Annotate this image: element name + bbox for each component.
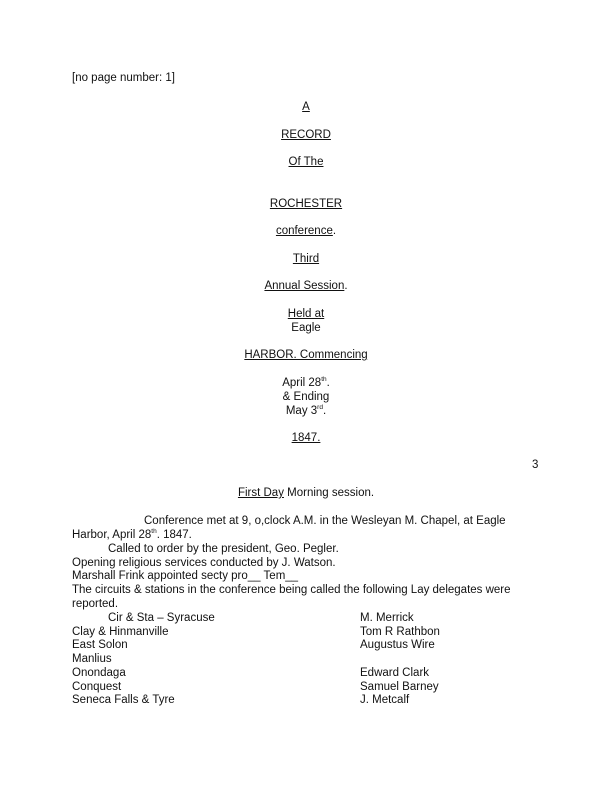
body-line-7: reported.: [72, 598, 119, 610]
title-eagle-text: Eagle: [291, 322, 321, 334]
title-conference-period: .: [332, 225, 337, 237]
delegate-circuit: Manlius: [72, 653, 112, 665]
title-harbor-commencing: [0, 348, 612, 362]
title-third-text: Third: [292, 253, 320, 265]
title-record: [0, 128, 612, 142]
title-april-sup: th: [321, 376, 327, 384]
title-of-the-text: Of The: [288, 156, 324, 168]
body-line-4: Opening religious services conducted by J. Watson.: [72, 557, 336, 569]
title-held-at-text: Held at: [287, 308, 325, 320]
title-rochester-text: ROCHESTER: [269, 198, 343, 210]
delegate-name: M. Merrick: [360, 612, 414, 624]
title-harbor-text: HARBOR. Commencing: [244, 349, 368, 361]
delegate-circuit: East Solon: [72, 639, 128, 651]
title-may: [0, 404, 612, 418]
title-and-ending-text: & Ending: [282, 391, 330, 403]
body-line-3: Called to order by the president, Geo. Pegler.: [108, 543, 339, 555]
page-label: [no page number: 1]: [72, 72, 175, 84]
delegate-circuit: Seneca Falls & Tyre: [72, 694, 175, 706]
title-a: [0, 100, 612, 114]
page-number: 3: [532, 459, 539, 471]
title-record-text: RECORD: [281, 129, 331, 141]
title-of-the: [0, 155, 612, 169]
first-day-label: First Day: [237, 487, 284, 499]
title-a-text: A: [302, 101, 310, 113]
title-held-at: [0, 307, 612, 321]
body-line-1: Conference met at 9, o,clock A.M. in the Wesleyan M. Chapel, at Eagle: [144, 515, 506, 527]
delegate-name: Edward Clark: [360, 667, 430, 679]
body-line-2-sup: th: [151, 528, 157, 536]
title-conference: [0, 224, 612, 238]
delegate-name: J. Metcalf: [360, 694, 410, 706]
delegate-name: Samuel Barney: [360, 681, 439, 693]
body-line-6: The circuits & stations in the conference being called the following Lay delegates were: [72, 584, 511, 596]
delegate-circuit: Clay & Hinmanville: [72, 626, 169, 638]
title-year-text: 1847.: [291, 432, 321, 444]
delegate-name: Tom R Rathbon: [360, 626, 440, 638]
title-and-ending: [0, 390, 612, 404]
title-april-text: April 28: [282, 377, 322, 389]
title-annual-period: .: [344, 280, 348, 292]
title-annual-session-text: Annual Session: [264, 280, 345, 292]
title-april: [0, 376, 612, 390]
body-line-2-a: Harbor, April 28: [72, 529, 152, 541]
session-heading: [0, 486, 612, 500]
title-eagle: [0, 321, 612, 335]
title-april-period: .: [326, 377, 330, 389]
title-rochester: [0, 197, 612, 211]
title-conference-text: conference: [275, 225, 333, 237]
body-line-2-b: . 1847.: [156, 529, 192, 541]
title-may-text: May 3: [285, 405, 318, 417]
body-line-5: Marshall Frink appointed secty pro__ Tem__: [72, 570, 299, 582]
delegate-circuit: Conquest: [72, 681, 122, 693]
delegate-name: Augustus Wire: [360, 639, 435, 651]
delegate-circuit: Onondaga: [72, 667, 126, 679]
delegate-circuit: Cir & Sta – Syracuse: [108, 612, 215, 624]
title-third: [0, 252, 612, 266]
title-annual-session: [0, 279, 612, 293]
title-may-period: .: [322, 405, 327, 417]
morning-session-label: Morning session.: [283, 487, 375, 499]
title-may-sup: rd: [317, 404, 323, 412]
title-year: [0, 431, 612, 445]
body-line-2: [72, 528, 542, 542]
